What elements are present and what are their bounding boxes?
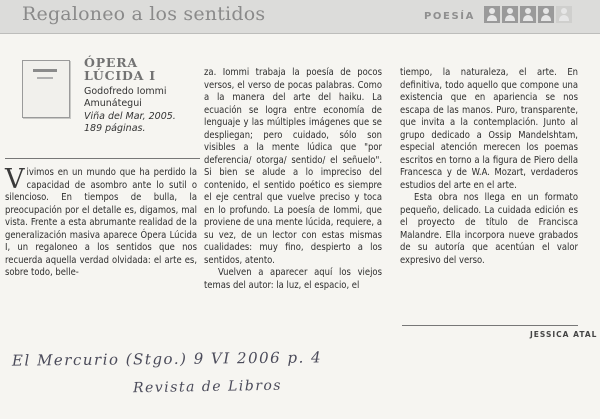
article-column-2: [204, 67, 382, 292]
person-icon: [520, 6, 536, 23]
rating: [484, 6, 572, 23]
end-rule: [402, 325, 578, 326]
column-1-text: ivimos en un mundo que ha perdido la capacidad de asombro ante lo sutil o silencioso. En tiempos de bulla, la preocupación por el detalle es, digamos, mal vista. Frente a esta abrumante realidad de la generalización masiva aparece Ópera Lúcida I, un regaloneo a los sentidos que nos recuerda aquella verdad olvidada: el arte es, sobre todo, belle-: [5, 167, 197, 278]
book-pages: 189 páginas.: [84, 123, 146, 134]
handwritten-note: Revista de Libros: [132, 377, 283, 397]
person-icon: [502, 6, 518, 23]
book-title: [84, 56, 204, 82]
book-cover-image: [22, 60, 70, 118]
drop-cap: V: [5, 164, 25, 195]
book-author-line2: Amunátegui: [84, 98, 142, 109]
book-title-line1: ÓPERA: [84, 55, 138, 70]
handwritten-citation: El Mercurio (Stgo.) 9 VI 2006 p. 4: [11, 348, 323, 370]
column-3-paragraph-2: Esta obra nos llega en un formato pequeño, delicado. La cuidada edición es el proyecto de título de Francisca Malandre. Ella incorpora nueve grabados de su autoría que acentúan el valor expresivo del verso.: [400, 192, 578, 266]
article-column-1: [5, 164, 197, 280]
person-icon: [538, 6, 554, 23]
book-author: [84, 86, 204, 110]
article-column-3: [400, 67, 578, 267]
column-2-paragraph-1: za. Iommi trabaja la poesía de pocos versos, el verso de pocas palabras. Como a la manera del arte del haiku. La ecuación se logra entre economía de lenguaje y las múltiples imágenes que se despliegan; pero cuidado, sólo son visibles a la mente lúdica que "por deferencia/ otorga/ sentido/ el señuelo". Si bien se alude a lo impreciso del contenido, el sentido poético es siempre el eje central que vuelve preciso y toca en lo profundo. La poesía de Iommi, que proviene de una mente lúcida, requiere, a su vez, de un lector con estas mismas cualidades: muy fino, despierto a los sentidos, atento.: [204, 67, 382, 266]
author-signature: JESSICA ATAL: [530, 330, 598, 339]
section-label: POESÍA: [424, 11, 475, 22]
column-2-paragraph-2: Vuelven a aparecer aquí los viejos temas del autor: la luz, el espacio, el: [204, 267, 382, 291]
person-icon: [556, 6, 572, 23]
book-author-line1: Godofredo Iommi: [84, 86, 167, 97]
book-meta: [84, 111, 204, 135]
book-title-line2: LÚCIDA I: [84, 68, 156, 83]
divider: [5, 158, 200, 159]
column-3-paragraph-1: tiempo, la naturaleza, el arte. En definitiva, todo aquello que compone una existencia que en apariencia se nos escapa de las manos. Puro, transparente, que invita a la contemplación. Junto al grupo dedicado a Ossip Mandelshtam, especial atención merecen los poemas escritos en torno a la figura de Piero della Francesca y de W.A. Mozart, verdaderos estudios del arte en el arte.: [400, 67, 578, 191]
header-title: Regaloneo a los sentidos: [22, 3, 266, 25]
book-publisher: Viña del Mar, 2005.: [84, 111, 176, 122]
section-header: [0, 0, 600, 34]
person-icon: [484, 6, 500, 23]
